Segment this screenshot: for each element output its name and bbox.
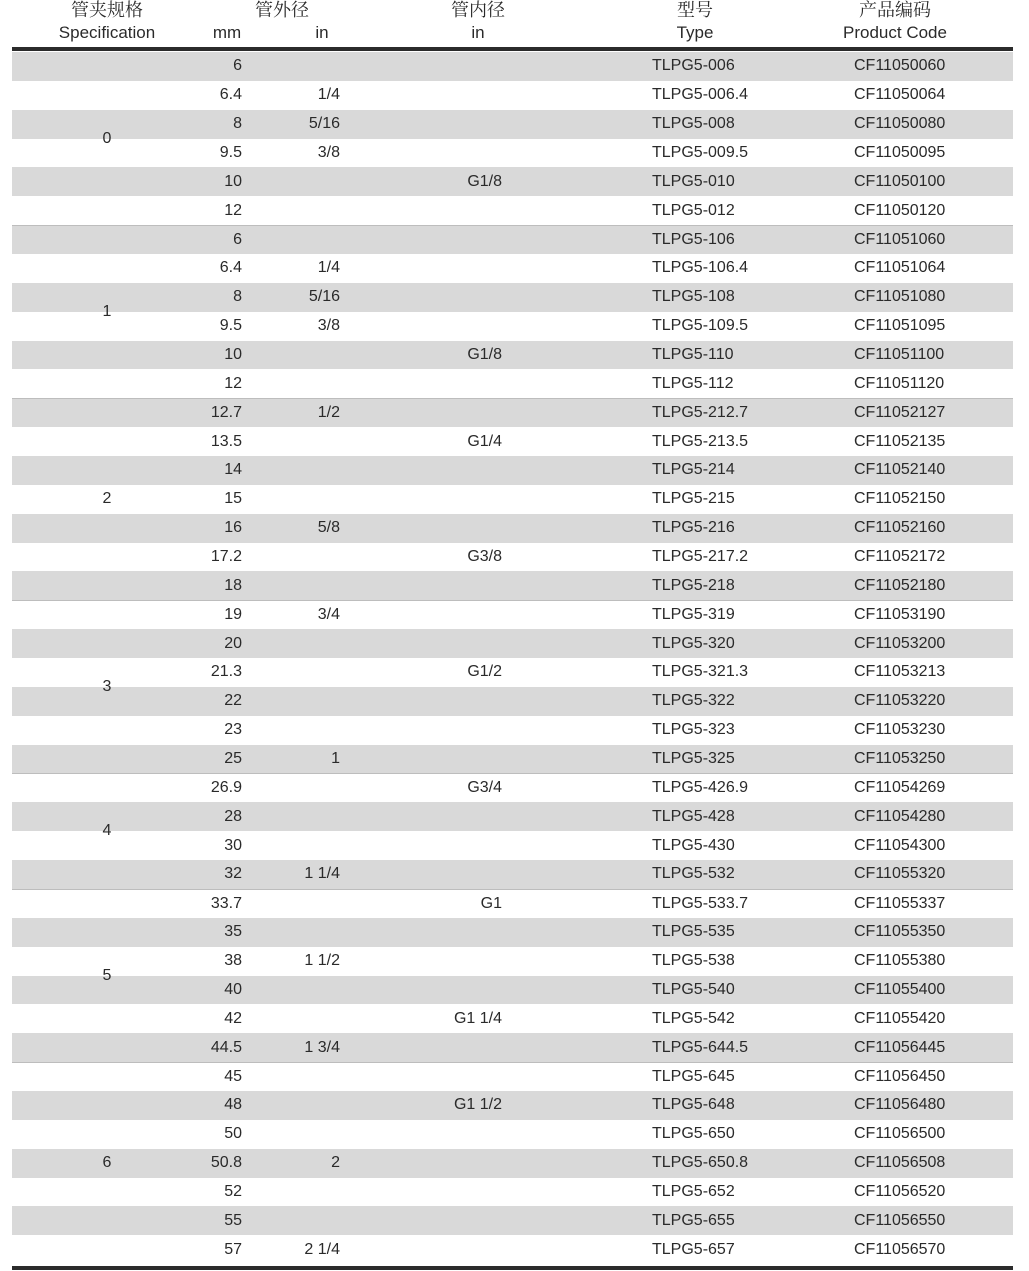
table-row [12,947,1013,976]
table-row [12,600,1013,629]
type-cell: TLPG5-321.3 [652,663,749,681]
outer-in-cell [292,1120,340,1149]
outer-mm-cell: 38 [224,952,242,970]
type-cell: TLPG5-008 [652,115,735,133]
outer-in-cell [292,687,340,716]
type-cell: TLPG5-540 [652,980,735,998]
table-row [12,1178,1013,1207]
outer-in-cell [292,226,340,254]
table-row [12,427,1013,456]
outer-mm-cell: 8 [233,115,242,133]
inner-in-cell [452,139,502,168]
type-cell: TLPG5-006 [652,57,735,75]
outer-mm-cell: 14 [224,461,242,479]
product-code-cell: CF11056550 [854,1211,946,1229]
outer-mm-cell: 32 [224,865,242,883]
spec-label: 1 [102,302,112,320]
table-row [12,341,1013,370]
outer-mm-cell: 50 [224,1125,242,1143]
product-code-cell: CF11056500 [854,1125,946,1143]
product-code-cell: CF11050080 [854,115,946,133]
outer-in-cell: 3/4 [317,606,340,624]
product-code-cell: CF11055350 [854,923,946,941]
inner-in-cell [452,629,502,658]
inner-in-cell: G3/4 [467,779,502,797]
inner-in-cell [452,947,502,976]
table-header [12,0,1013,46]
table-row [12,1120,1013,1149]
outer-mm-cell: 9.5 [219,317,242,335]
table-row [12,81,1013,110]
outer-in-cell [292,341,340,370]
type-cell: TLPG5-215 [652,490,735,508]
table-row [12,860,1013,889]
inner-diameter-in-header: in [471,23,485,42]
type-cell: TLPG5-538 [652,952,735,970]
outer-mm-cell: 28 [224,807,242,825]
table-row [12,456,1013,485]
outer-mm-cell: 48 [224,1096,242,1114]
outer-in-cell [292,427,340,456]
outer-in-cell [292,890,340,918]
outer-in-cell: 5/8 [317,519,340,537]
type-cell: TLPG5-006.4 [652,86,749,104]
product-code-cell: CF11052127 [854,404,946,422]
product-code-cell: CF11050100 [854,172,946,190]
table-row [12,543,1013,572]
type-cell: TLPG5-650 [652,1125,735,1143]
table-row [12,773,1013,802]
product-code-cell: CF11051100 [854,346,945,364]
table-row [12,831,1013,860]
table-row [12,398,1013,427]
product-code-cell: CF11052172 [854,548,946,566]
outer-mm-cell: 6.4 [219,86,242,104]
inner-in-cell: G1 [480,894,502,912]
inner-in-cell [452,514,502,543]
type-cell: TLPG5-542 [652,1009,735,1027]
outer-mm-cell: 40 [224,980,242,998]
type-cell: TLPG5-106.4 [652,259,749,277]
inner-in-cell [452,716,502,745]
product-code-cell: CF11056445 [854,1038,946,1056]
table-row [12,1235,1013,1264]
outer-in-cell [292,571,340,600]
outer-mm-cell: 45 [224,1068,242,1085]
table-row [12,1004,1013,1033]
inner-in-cell [452,687,502,716]
product-code-cell: CF11055320 [854,865,946,883]
product-code-cell: CF11056480 [854,1096,946,1114]
spec-header-en: Specification [58,23,156,42]
table-row [12,485,1013,514]
inner-in-cell: G1/8 [467,346,502,364]
type-header-cn: 型号 [677,0,713,20]
outer-in-cell [292,456,340,485]
product-code-cell: CF11051080 [854,288,946,306]
outer-mm-cell: 18 [224,576,242,594]
outer-mm-cell: 57 [224,1240,242,1258]
type-cell: TLPG5-322 [652,692,735,710]
product-code-cell: CF11051060 [854,231,946,249]
inner-in-cell [452,571,502,600]
spec-label: 4 [102,822,112,840]
inner-in-cell [452,254,502,283]
outer-mm-cell: 33.7 [210,894,242,912]
outer-mm-cell: 12 [224,201,242,219]
type-cell: TLPG5-650.8 [652,1154,749,1172]
inner-in-cell [452,1120,502,1149]
table-row [12,658,1013,687]
inner-in-cell: G1 1/4 [453,1009,502,1027]
outer-diameter-mm-header: mm [212,23,242,42]
type-cell: TLPG5-106 [652,231,735,249]
outer-in-cell [292,1206,340,1235]
product-code-cell: CF11056520 [854,1182,946,1200]
inner-in-cell: G1/8 [467,172,502,190]
outer-in-cell [292,802,340,831]
inner-in-cell [452,831,502,860]
outer-mm-cell: 16 [224,519,242,537]
inner-in-cell [452,918,502,947]
outer-mm-cell: 30 [224,836,242,854]
outer-mm-cell: 12.7 [210,404,242,422]
table-row [12,687,1013,716]
product-code-cell: CF11055380 [854,952,946,970]
table-row [12,254,1013,283]
table-row [12,110,1013,139]
inner-in-cell [452,81,502,110]
product-code-cell: CF11052140 [854,461,946,479]
inner-in-cell [452,283,502,312]
outer-in-cell: 3/8 [317,317,340,335]
product-code-header-cn: 产品编码 [859,0,931,20]
product-code-cell: CF11052160 [854,519,946,537]
outer-in-cell: 1 3/4 [304,1038,340,1056]
table-row [12,745,1013,774]
outer-mm-cell: 26.9 [210,779,242,797]
outer-in-cell [292,918,340,947]
outer-mm-cell: 10 [224,172,242,190]
inner-in-cell: G1 1/2 [453,1096,502,1114]
product-code-cell: CF11056570 [854,1240,946,1258]
inner-in-cell [452,745,502,774]
product-code-cell: CF11056508 [854,1154,946,1172]
table-row [12,1206,1013,1235]
outer-in-cell [292,831,340,860]
table-row [12,802,1013,831]
outer-in-cell: 2 1/4 [304,1240,340,1258]
outer-in-cell: 1 1/4 [304,865,340,883]
inner-in-cell [452,196,502,225]
outer-in-cell: 2 [331,1154,340,1172]
product-code-cell: CF11054269 [854,779,946,797]
outer-diameter-in-header: in [315,23,329,42]
type-cell: TLPG5-012 [652,201,735,219]
table-row [12,514,1013,543]
type-cell: TLPG5-325 [652,750,735,768]
outer-mm-cell: 23 [224,721,242,739]
outer-mm-cell: 25 [224,750,242,768]
type-cell: TLPG5-426.9 [652,779,749,797]
outer-in-cell [292,1063,340,1091]
inner-in-cell [452,1033,502,1062]
outer-in-cell [292,774,340,802]
table-row [12,889,1013,918]
outer-in-cell [292,196,340,225]
outer-mm-cell: 22 [224,692,242,710]
table-row [12,571,1013,600]
type-cell: TLPG5-112 [652,374,734,392]
product-code-cell: CF11053220 [854,692,946,710]
table-row [12,167,1013,196]
header-rule [12,47,1013,51]
type-cell: TLPG5-214 [652,461,735,479]
product-code-cell: CF11050120 [854,201,946,219]
table-body [12,52,1013,1264]
spec-header-cn: 管夹规格 [71,0,143,20]
product-code-cell: CF11054300 [854,836,946,854]
outer-mm-cell: 9.5 [219,144,242,161]
type-cell: TLPG5-323 [652,721,735,739]
inner-in-cell: G1/4 [467,432,502,450]
inner-in-cell [452,1063,502,1091]
outer-mm-cell: 15 [224,490,242,508]
type-header-en: Type [676,23,714,42]
type-cell: TLPG5-652 [652,1182,735,1200]
table-row [12,1033,1013,1062]
outer-in-cell [292,1178,340,1207]
outer-mm-cell: 17.2 [210,548,242,566]
product-code-cell: CF11056450 [854,1068,946,1085]
product-code-cell: CF11055337 [854,894,946,912]
inner-in-cell [452,110,502,139]
outer-in-cell [292,369,340,398]
outer-in-cell [292,1091,340,1120]
outer-mm-cell: 50.8 [210,1154,242,1172]
product-code-cell: CF11053190 [854,606,946,624]
product-code-cell: CF11055420 [854,1009,946,1027]
inner-in-cell [452,485,502,514]
table-row [12,629,1013,658]
outer-in-cell [292,167,340,196]
table-row [12,283,1013,312]
type-cell: TLPG5-645 [652,1068,735,1085]
type-cell: TLPG5-216 [652,519,735,537]
type-cell: TLPG5-320 [652,634,735,652]
table-row [12,976,1013,1005]
inner-diameter-header-cn: 管内径 [451,0,505,20]
type-cell: TLPG5-009.5 [652,144,749,161]
outer-mm-cell: 8 [233,288,242,306]
outer-in-cell: 5/16 [308,115,340,133]
outer-in-cell: 5/16 [308,288,340,306]
outer-mm-cell: 42 [224,1009,242,1027]
table-row [12,196,1013,225]
table-row [12,1091,1013,1120]
product-code-cell: CF11053250 [854,750,946,768]
outer-mm-cell: 44.5 [210,1038,242,1056]
outer-in-cell [292,485,340,514]
outer-mm-cell: 12 [224,374,242,392]
outer-mm-cell: 13.5 [210,432,242,450]
inner-in-cell: G3/8 [467,548,502,566]
type-cell: TLPG5-535 [652,923,735,941]
type-cell: TLPG5-319 [652,606,735,624]
product-code-cell: CF11054280 [854,807,946,825]
outer-mm-cell: 55 [224,1211,242,1229]
type-cell: TLPG5-430 [652,836,735,854]
product-code-header-en: Product Code [843,23,947,42]
outer-in-cell: 1 1/2 [304,952,340,970]
inner-in-cell [452,1178,502,1207]
product-code-cell: CF11051095 [854,317,946,335]
type-cell: TLPG5-217.2 [652,548,749,566]
spec-label: 5 [102,966,112,984]
inner-in-cell [452,976,502,1005]
outer-mm-cell: 35 [224,923,242,941]
outer-mm-cell: 21.3 [210,663,242,681]
product-code-cell: CF11050060 [854,57,946,75]
table-row [12,716,1013,745]
product-code-cell: CF11052180 [854,576,946,594]
inner-in-cell [452,601,502,629]
outer-in-cell: 1/4 [317,86,340,104]
inner-in-cell [452,226,502,254]
inner-in-cell: G1/2 [467,663,502,681]
inner-in-cell [452,1235,502,1264]
type-cell: TLPG5-110 [652,346,734,364]
outer-in-cell: 1/4 [317,259,340,277]
product-code-cell: CF11051064 [854,259,946,277]
type-cell: TLPG5-644.5 [652,1038,749,1056]
inner-in-cell [452,52,502,81]
spec-label: 6 [102,1154,112,1172]
table-row [12,1062,1013,1091]
spec-label: 3 [102,677,112,695]
inner-in-cell [452,312,502,341]
type-cell: TLPG5-218 [652,576,735,594]
type-cell: TLPG5-533.7 [652,894,749,912]
outer-in-cell: 1 [331,750,340,768]
type-cell: TLPG5-648 [652,1096,735,1114]
type-cell: TLPG5-532 [652,865,735,883]
inner-in-cell [452,399,502,427]
inner-in-cell [452,860,502,889]
product-code-cell: CF11053230 [854,721,946,739]
spec-label: 0 [102,129,112,147]
product-code-cell: CF11050095 [854,144,946,161]
table-row [12,369,1013,398]
product-code-cell: CF11052150 [854,490,946,508]
table-row [12,312,1013,341]
type-cell: TLPG5-428 [652,807,735,825]
outer-in-cell [292,543,340,572]
product-code-cell: CF11050064 [854,86,946,104]
product-code-cell: CF11053213 [854,663,946,681]
table-row [12,918,1013,947]
inner-in-cell [452,1206,502,1235]
inner-in-cell [452,456,502,485]
table-row [12,225,1013,254]
product-code-cell: CF11051120 [854,374,945,392]
outer-in-cell [292,976,340,1005]
outer-in-cell [292,716,340,745]
type-cell: TLPG5-212.7 [652,404,749,422]
outer-in-cell [292,52,340,81]
outer-diameter-header-cn: 管外径 [255,0,309,20]
type-cell: TLPG5-655 [652,1211,735,1229]
product-code-cell: CF11055400 [854,980,946,998]
inner-in-cell [452,802,502,831]
outer-in-cell: 3/8 [317,144,340,161]
outer-in-cell [292,629,340,658]
outer-mm-cell: 10 [224,346,242,364]
type-cell: TLPG5-010 [652,172,735,190]
outer-mm-cell: 20 [224,634,242,652]
table-row [12,52,1013,81]
product-code-cell: CF11053200 [854,634,946,652]
footer-rule [12,1266,1013,1270]
outer-mm-cell: 6 [233,57,242,75]
outer-mm-cell: 19 [224,606,242,624]
inner-in-cell [452,1149,502,1178]
type-cell: TLPG5-657 [652,1240,735,1258]
outer-in-cell: 1/2 [317,404,340,422]
outer-mm-cell: 6 [233,231,242,249]
product-code-cell: CF11052135 [854,432,946,450]
outer-in-cell [292,1004,340,1033]
spec-label: 2 [102,490,112,508]
outer-mm-cell: 6.4 [219,259,242,277]
table-row [12,1149,1013,1178]
outer-mm-cell: 52 [224,1182,242,1200]
table-row [12,139,1013,168]
type-cell: TLPG5-213.5 [652,432,749,450]
outer-in-cell [292,658,340,687]
type-cell: TLPG5-108 [652,288,735,306]
type-cell: TLPG5-109.5 [652,317,749,335]
inner-in-cell [452,369,502,398]
